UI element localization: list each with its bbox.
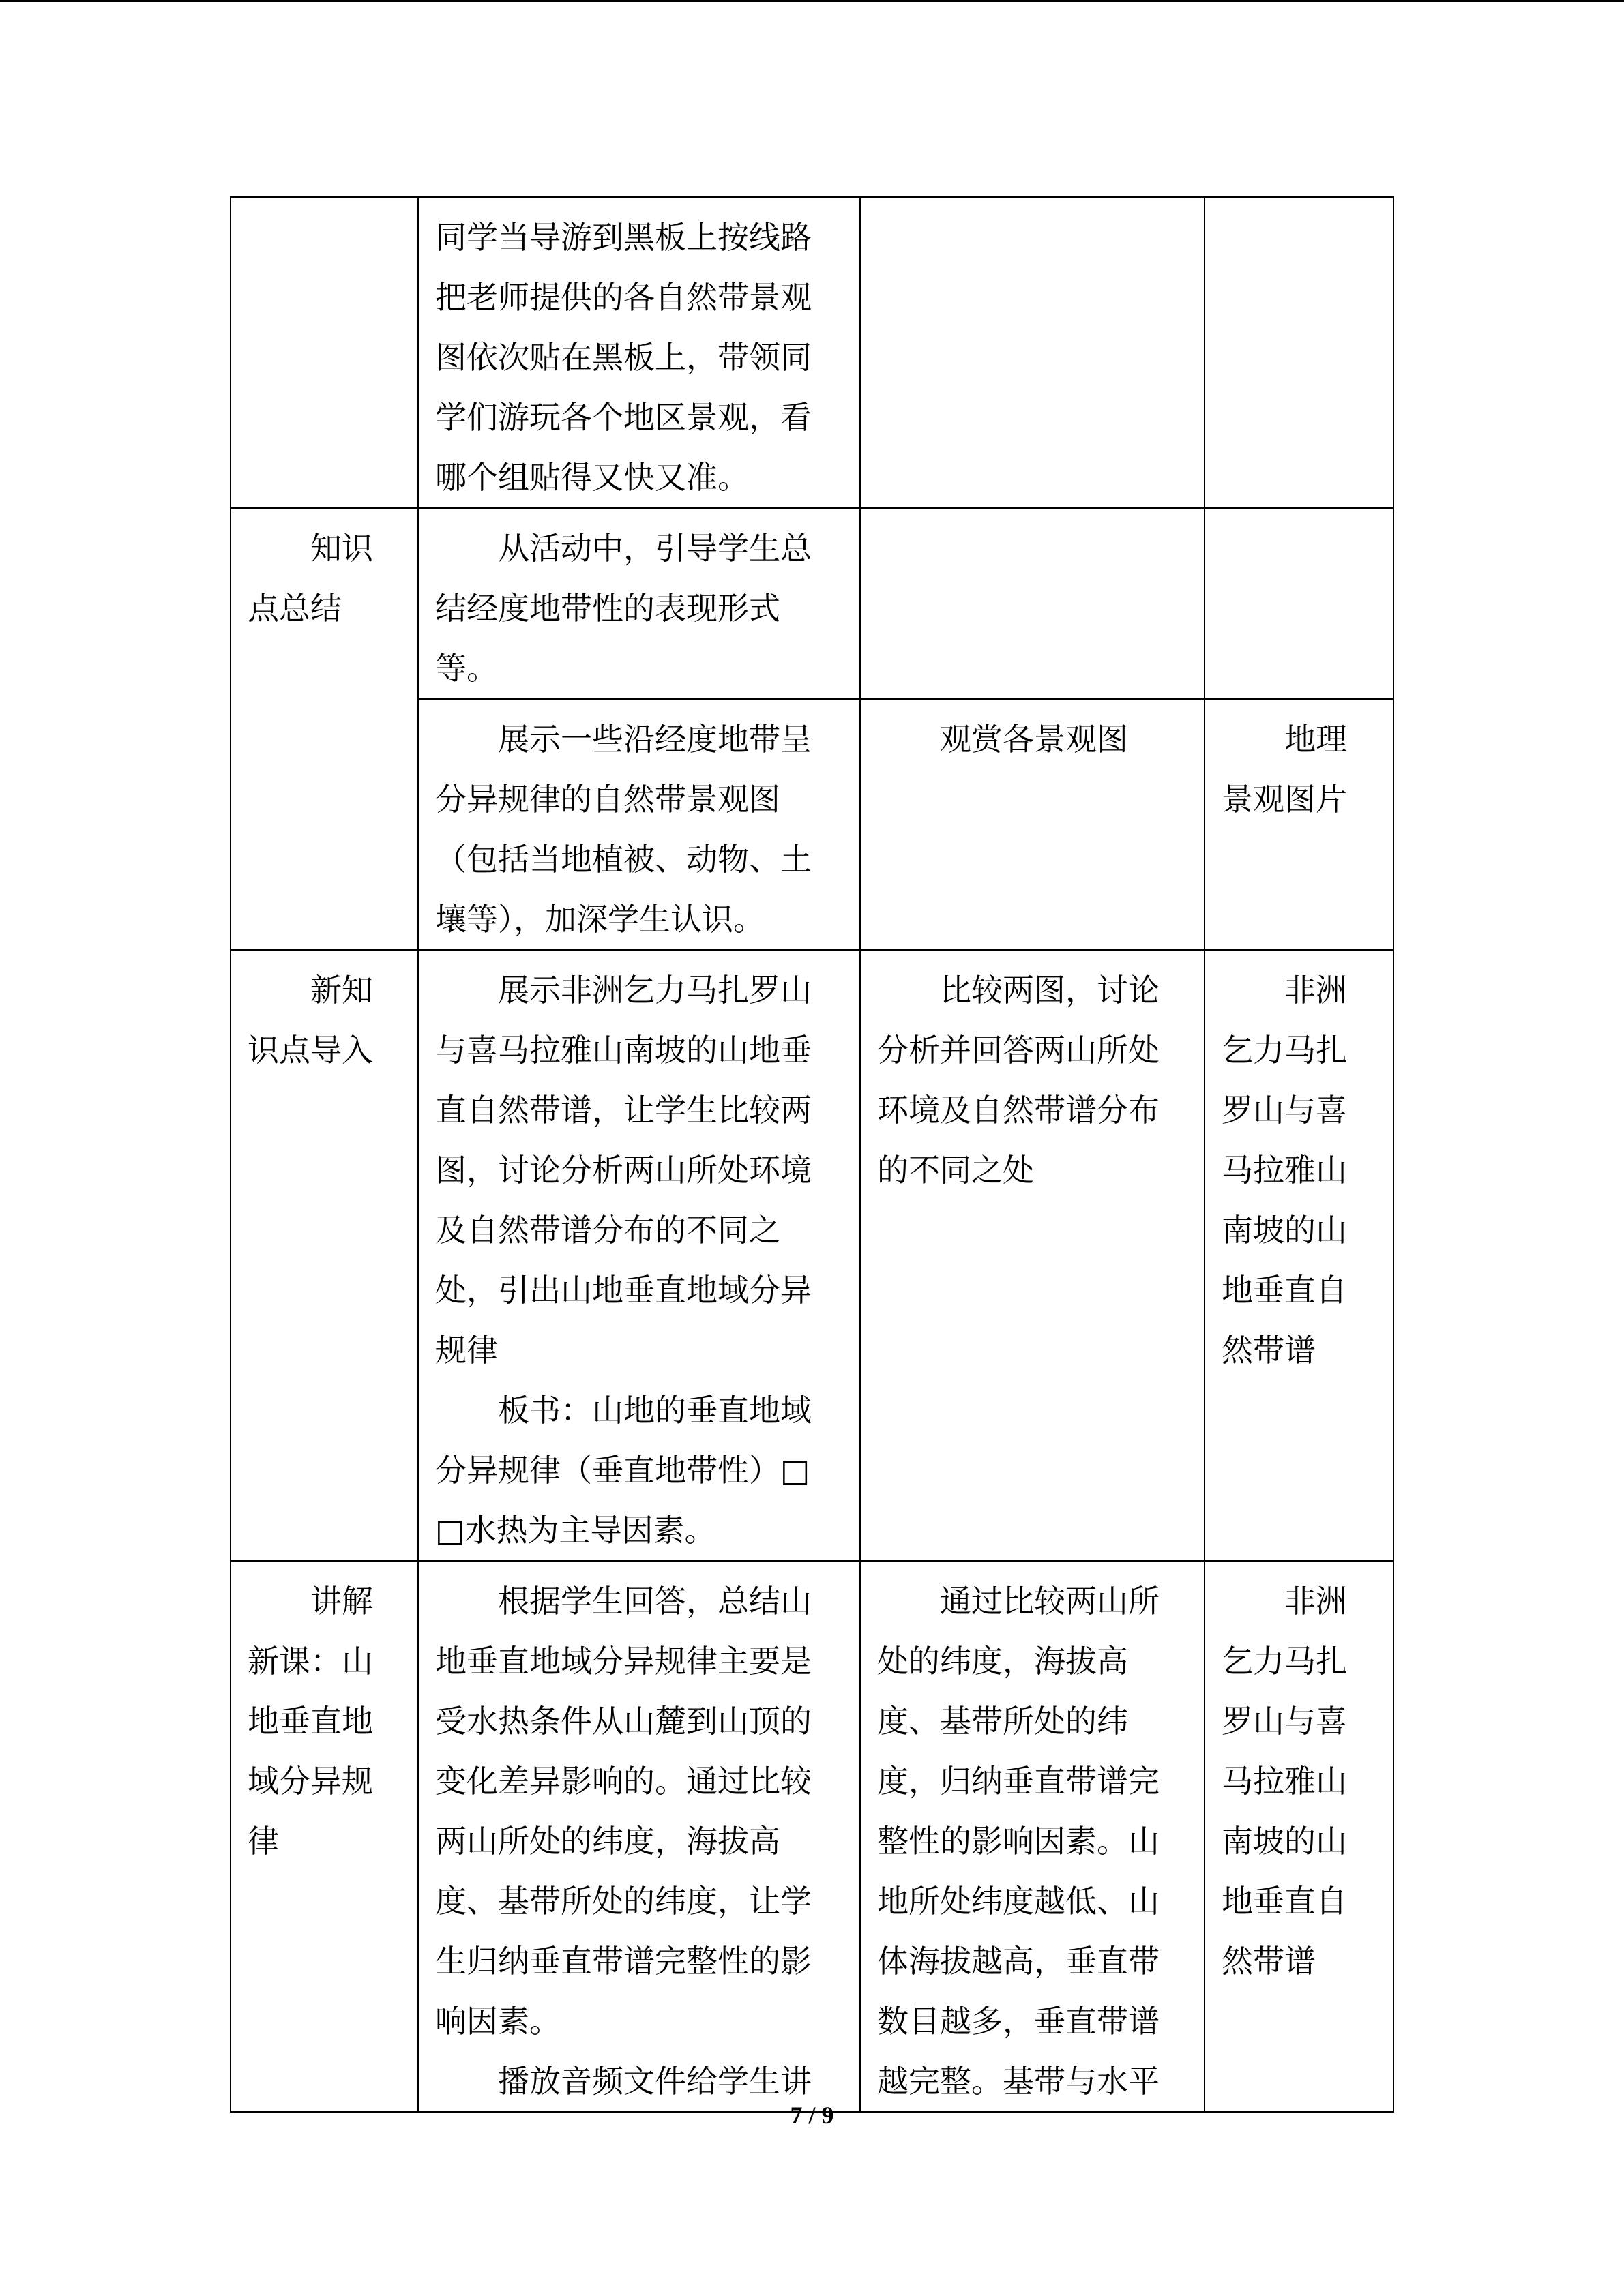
- media-cell: [1205, 197, 1393, 508]
- stage-cell: [231, 508, 418, 950]
- teacher-activity-text: 从活动中，引导学生总 结经度地带性的表现形式 等。: [435, 530, 812, 687]
- student-activity-text: 通过比较两山所 处的纬度，海拔高 度、基带所处的纬 度，归纳垂直带谱完 整性的影响因素。山 地所处纬度越低、山 体海拔越高，垂直带 数目越多，垂直带谱 越完整。基带与水平: [877, 1583, 1160, 2100]
- table-row: [231, 197, 1393, 508]
- lesson-plan-table: [230, 196, 1394, 2113]
- student-activity-cell: [860, 508, 1205, 699]
- stage-cell: [231, 950, 418, 1561]
- student-activity-cell: [860, 699, 1205, 950]
- stage-cell: [231, 1561, 418, 2112]
- blackboard-note-text: 板书：山地的垂直地域 分异规律（垂直地带性）□ □水热为主导因素。: [435, 1392, 812, 1549]
- media-cell: [1205, 699, 1393, 950]
- teacher-activity-text: 根据学生回答，总结山 地垂直地域分异规律主要是 受水热条件从山麓到山顶的 变化差异影响的。通过比较 两山所处的纬度，海拔高 度、基带所处的纬度，让学 生归纳垂直带谱完整性的影 响因素。: [435, 1583, 812, 2040]
- teacher-activity-cell: [418, 1561, 860, 2112]
- student-activity-text: 观赏各景观图: [940, 721, 1128, 758]
- media-cell: [1205, 1561, 1393, 2112]
- media-cell: [1205, 508, 1393, 699]
- teacher-activity-text: 同学当导游到黑板上按线路 把老师提供的各自然带景观 图依次贴在黑板上，带领同 学们游玩各个地区景观，看 哪个组贴得又快又准。: [435, 219, 812, 496]
- student-activity-cell: [860, 950, 1205, 1561]
- media-text: 地理 景观图片: [1222, 721, 1347, 818]
- page-top-border: [0, 0, 1624, 2]
- teacher-activity-cell: [418, 508, 860, 699]
- stage-label: 新知 识点导入: [248, 972, 373, 1069]
- teacher-activity-text: 展示非洲乞力马扎罗山 与喜马拉雅山南坡的山地垂 直自然带谱，让学生比较两 图，讨论分析两山所处环境 及自然带谱分布的不同之 处，引出山地垂直地域分异 规律: [435, 972, 812, 1369]
- table-row: [231, 950, 1393, 1561]
- teacher-activity-text: 展示一些沿经度地带呈 分异规律的自然带景观图 （包括当地植被、动物、土 壤等），加深学生认识。: [435, 721, 812, 938]
- table-row: [231, 1561, 1393, 2112]
- student-activity-cell: [860, 197, 1205, 508]
- teacher-activity-text: 播放音频文件给学生讲: [498, 2063, 812, 2100]
- student-activity-cell: [860, 1561, 1205, 2112]
- teacher-activity-cell: [418, 197, 860, 508]
- page-number: 7 / 9: [790, 2102, 834, 2129]
- stage-label: 讲解 新课：山 地垂直地 域分异规 律: [248, 1583, 373, 1860]
- student-activity-text: 比较两图，讨论 分析并回答两山所处 环境及自然带谱分布 的不同之处: [877, 972, 1160, 1189]
- stage-label: 知识 点总结: [248, 530, 373, 627]
- stage-cell: [231, 197, 418, 508]
- media-text: 非洲 乞力马扎 罗山与喜 马拉雅山 南坡的山 地垂直自 然带谱: [1222, 972, 1347, 1369]
- media-cell: [1205, 950, 1393, 1561]
- teacher-activity-cell: [418, 950, 860, 1561]
- table-row: [231, 508, 1393, 699]
- teacher-activity-cell: [418, 699, 860, 950]
- media-text: 非洲 乞力马扎 罗山与喜 马拉雅山 南坡的山 地垂直自 然带谱: [1222, 1583, 1347, 1980]
